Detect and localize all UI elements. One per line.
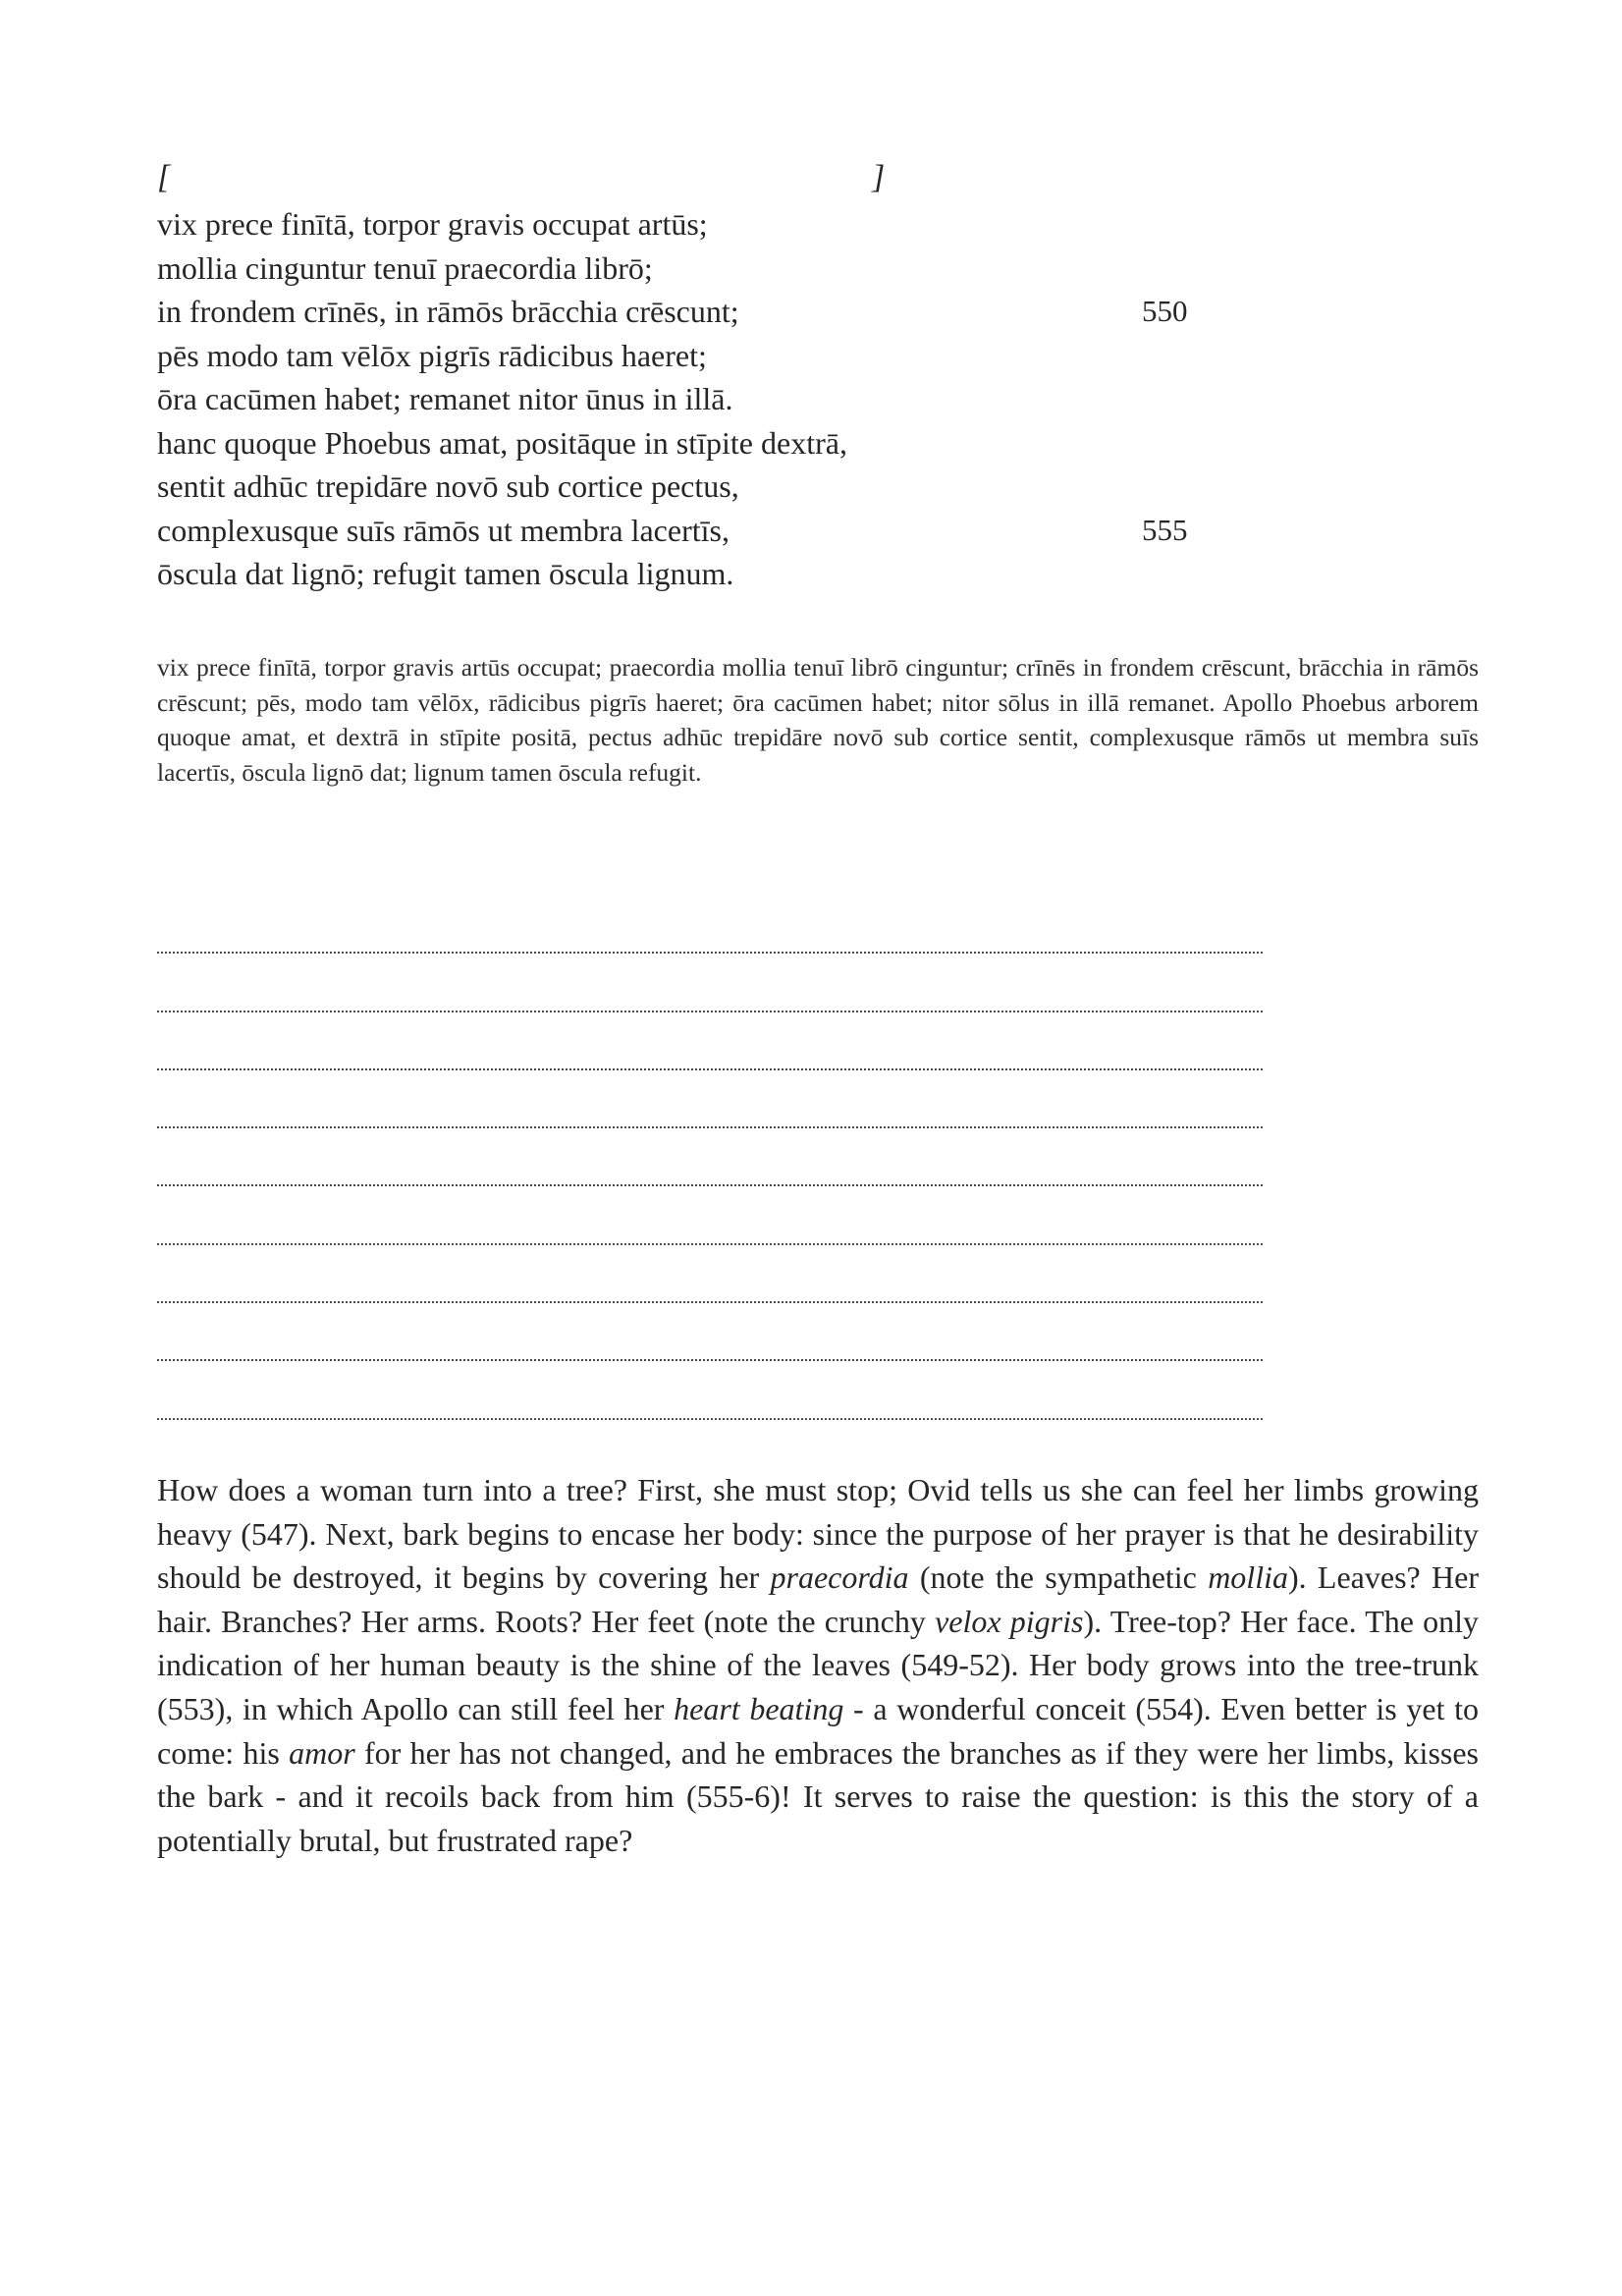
commentary-text: (note the sympathetic <box>908 1559 1209 1596</box>
verse-text: sentit adhūc trepidāre novō sub cortice pectus, <box>157 468 739 504</box>
verse-text: mollia cinguntur tenuī praecordia librō; <box>157 249 653 286</box>
commentary-text: ). Leaves? Her hair. Branches? Her arms. Roots? Her feet (note the crunchy <box>157 1559 1480 1639</box>
verse-text: ōscula dat lignō; refugit tamen ōscula lignum. <box>157 556 734 591</box>
verse-text: pēs modo tam vēlōx pigrīs rādicibus haeret; <box>157 337 707 373</box>
verse-line <box>157 290 1217 334</box>
commentary-text: ). Tree-top? Her face. The only indication of her human beauty is the shine of the leaves (549-52). Her body grows into the tree-trunk (553), in which Apollo can still feel her <box>157 1603 1480 1726</box>
answer-line[interactable] <box>157 1361 1263 1419</box>
answer-line[interactable] <box>157 954 1263 1011</box>
verse-text: in frondem crīnēs, in rāmōs brācchia crēscunt; <box>157 294 739 329</box>
answer-line[interactable] <box>157 896 1263 954</box>
verse-line <box>157 377 1217 421</box>
answer-line[interactable] <box>157 1128 1263 1186</box>
open-bracket: [ <box>157 159 171 195</box>
answer-line[interactable] <box>157 1245 1263 1303</box>
verse-line <box>157 246 1217 291</box>
bracket-placeholder <box>157 159 903 202</box>
commentary-text: - a wonderful conceit (554). Even better is yet to come: his <box>157 1690 1480 1771</box>
verse-line <box>157 334 1217 378</box>
commentary-italic: velox pigris <box>935 1603 1084 1639</box>
verse-text: vix prece finītā, torpor gravis occupat artūs; <box>157 206 708 242</box>
verse-text: hanc quoque Phoebus amat, positāque in stīpite dextrā, <box>157 424 847 461</box>
answer-line[interactable] <box>157 1012 1263 1070</box>
verse-text: ōra cacūmen habet; remanet nitor ūnus in illā. <box>157 381 733 416</box>
commentary-italic: praecordia <box>770 1559 909 1596</box>
translation-answer-lines <box>157 896 1263 1420</box>
answer-line[interactable] <box>157 1186 1263 1244</box>
line-number: 555 <box>1142 512 1188 547</box>
close-bracket: ] <box>872 159 886 195</box>
commentary-paragraph <box>157 1468 1479 1862</box>
commentary-text: for her has not changed, and he embraces the branches as if they were her limbs, kisses the bark - and it recoils back from him (555-6)! It serves to raise the question: is this the story of a potentially brutal, but frustrated rape? <box>157 1734 1479 1858</box>
verse-line <box>157 202 1217 246</box>
verse-line <box>157 465 1217 509</box>
verse-line <box>157 552 1217 596</box>
commentary-italic: mollia <box>1208 1559 1288 1596</box>
verse-line <box>157 509 1217 553</box>
answer-line[interactable] <box>157 1070 1263 1128</box>
latin-verse <box>157 202 1217 596</box>
verse-text: complexusque suīs rāmōs ut membra lacertīs, <box>157 512 730 548</box>
prose-paraphrase: vix prece finītā, torpor gravis artūs occupat; praecordia mollia tenuī librō cinguntur; crīnēs in frondem crēscunt, brācchia in rāmōs crēscunt; pēs, modo tam vēlōx, rādicibus pigrīs haeret; ōra cacūmen habet; nitor sōlus in illā remanet. Apollo Phoebus arborem quoque amat, et dextrā in stīpite positā, pectus adhūc trepidāre novō sub cortice sentit, complexusque rāmōs ut membra suīs lacertīs, ōscula lignō dat; lignum tamen ōscula refugit. <box>157 653 1479 787</box>
verse-line <box>157 421 1217 465</box>
commentary-text: How does a woman turn into a tree? First, she must stop; Ovid tells us she can feel her limbs growing heavy (547). Next, bark begins to encase her body: since the purpose of her prayer is that he desirability should be destroyed, it begins by covering her <box>157 1472 1479 1596</box>
line-number: 550 <box>1142 294 1188 328</box>
answer-line[interactable] <box>157 1303 1263 1361</box>
commentary-italic: heart beating <box>674 1690 844 1726</box>
commentary-italic: amor <box>289 1734 355 1771</box>
